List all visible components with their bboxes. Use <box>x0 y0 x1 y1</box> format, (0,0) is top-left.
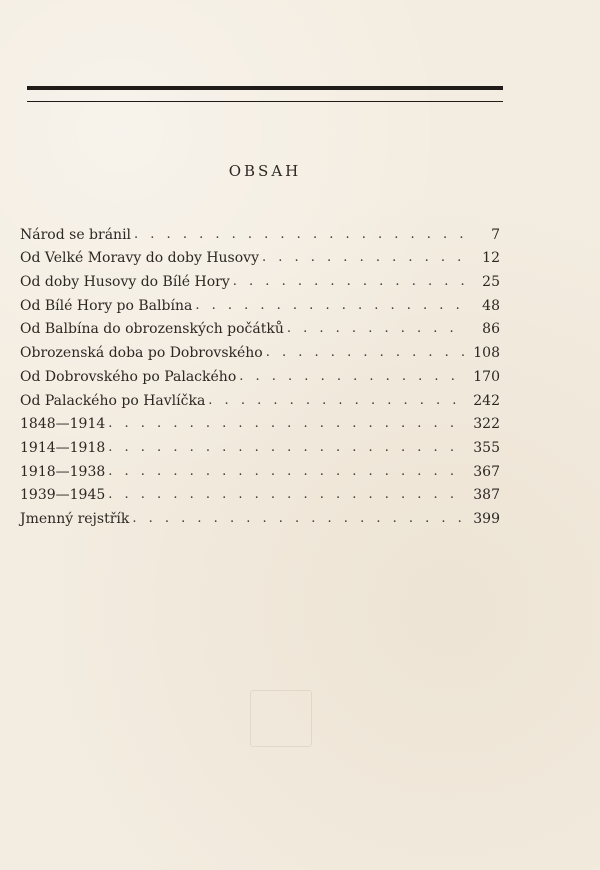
dot-leader <box>233 273 467 291</box>
toc-entry-page: 7 <box>491 226 500 243</box>
header-rule-thick <box>27 86 503 90</box>
dot-leader <box>132 510 467 528</box>
toc-entry-label: Od Bílé Hory po Balbína <box>20 297 193 314</box>
dot-leader <box>262 249 467 267</box>
toc-entry <box>20 220 500 244</box>
toc-entry <box>20 386 500 410</box>
toc-entry-label: Jmenný rejstřík <box>20 510 130 527</box>
toc-entry-label: Od doby Husovy do Bílé Hory <box>20 274 230 291</box>
toc-entry-page: 108 <box>473 345 500 362</box>
toc-entry-label: 1848—1914 <box>20 416 106 433</box>
toc-entry-page: 12 <box>482 250 500 267</box>
dot-leader <box>287 320 467 338</box>
dot-leader <box>108 439 467 457</box>
toc-entry-label: Od Velké Moravy do doby Husovy <box>20 250 259 267</box>
toc-entry-label: 1918—1938 <box>20 463 106 480</box>
toc-entry <box>20 410 500 434</box>
dot-leader <box>108 415 467 433</box>
toc-entry <box>20 457 500 481</box>
toc-entry <box>20 315 500 339</box>
header-rule-thin <box>27 101 503 102</box>
dot-leader <box>108 486 467 504</box>
toc-entry-page: 242 <box>473 392 500 409</box>
dot-leader <box>266 344 467 362</box>
toc-entry-page: 322 <box>473 416 500 433</box>
toc-entry-label: Od Balbína do obrozenských počátků <box>20 321 284 338</box>
toc-entry-page: 86 <box>482 321 500 338</box>
toc-entry-page: 387 <box>473 487 500 504</box>
toc-entry <box>20 362 500 386</box>
toc-entry-label: 1914—1918 <box>20 439 106 456</box>
toc-entry <box>20 267 500 291</box>
toc-entry <box>20 291 500 315</box>
toc-entry-label: 1939—1945 <box>20 487 106 504</box>
toc-entry-page: 355 <box>473 439 500 456</box>
toc-entry-page: 170 <box>473 368 500 385</box>
toc-entry <box>20 433 500 457</box>
toc-entry-page: 367 <box>473 463 500 480</box>
toc-entry-page: 25 <box>482 274 500 291</box>
toc-entry-page: 48 <box>482 297 500 314</box>
dot-leader <box>195 297 467 315</box>
toc-entry-label: Od Palackého po Havlíčka <box>20 392 206 409</box>
toc-entry-label: Obrozenská doba po Dobrovského <box>20 345 263 362</box>
toc-entry-label: Národ se bránil <box>20 226 132 243</box>
toc-entry <box>20 481 500 505</box>
dot-leader <box>208 392 467 410</box>
contents-title: OBSAH <box>228 162 302 180</box>
table-of-contents <box>20 220 500 528</box>
dot-leader <box>239 368 467 386</box>
dot-leader <box>134 226 467 244</box>
toc-entry <box>20 504 500 528</box>
toc-entry <box>20 338 500 362</box>
toc-entry-page: 399 <box>473 510 500 527</box>
show-through-mark <box>250 690 312 747</box>
toc-entry-label: Od Dobrovského po Palackého <box>20 368 237 385</box>
toc-entry <box>20 244 500 268</box>
dot-leader <box>108 463 467 481</box>
